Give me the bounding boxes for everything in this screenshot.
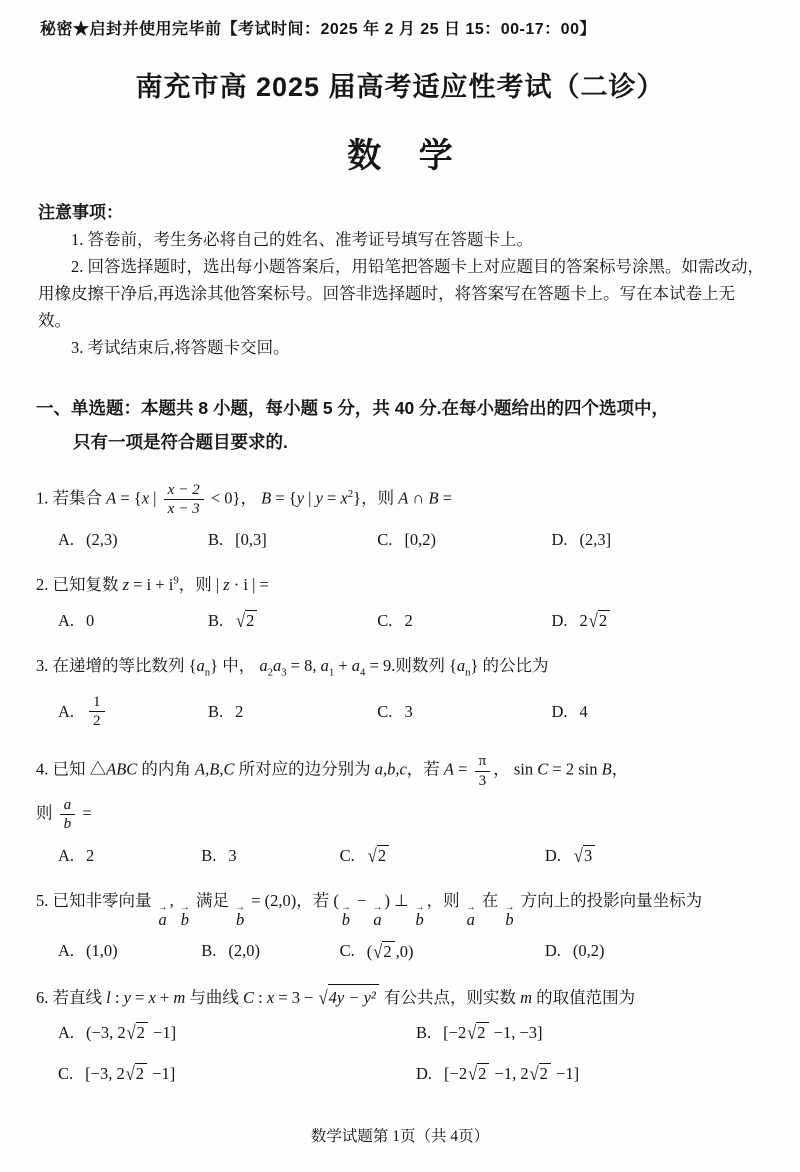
vector-symbol: → b [235,902,246,930]
question-2-option-c [377,610,551,631]
option-content: (2,3) [86,530,118,550]
vector-symbol: → a [465,902,476,930]
question-1-option-a [58,530,208,550]
fraction: $\frac{\pi}{3}$ [475,752,491,789]
question-6-option-c [58,1063,416,1084]
option-content: [−3, 2√2 −1] [85,1062,176,1085]
question-1-stem: 1. 若集合 A = {x | $\frac{x - 2}{x - 3}$ < 0}， B = {y | $y = x^2$}，则 A ∩ B = [36,481,452,518]
section-heading-line2: 只有一项是符合题目要求的. [73,432,288,452]
vector-symbol: → b [340,902,351,930]
radical: √2 [468,1063,489,1084]
option-content: 3 [404,701,413,721]
notice-section [38,199,764,361]
option-content [235,610,258,631]
option-label: D. [544,845,561,865]
radical: √3 [574,845,595,866]
question-2-options [36,610,774,631]
option-label: D. [544,941,561,961]
question-6-options [36,1022,774,1084]
option-content [86,693,108,730]
question-4-option-a [58,845,201,866]
option-label: C. [377,530,393,550]
question-2-option-d [551,610,774,631]
question-1-option-c [377,530,551,550]
question-6-stem: 6. 若直线 l : y = x + m 与曲线 C : x = 3 − √4y − y² 有公共点，则实数 m 的取值范围为 [36,984,774,1011]
question-2-option-b [208,610,377,631]
subject-title: 数 学 [347,137,467,175]
question-3-option-b [208,693,377,730]
option-label: B. [201,941,217,961]
security-header: 秘密★启封并使用完毕前【考试时间：2025 年 2 月 25 日 15：00-17：00】 [40,21,596,38]
option-content: (√2 ,0) [366,939,414,963]
option-label: D. [551,610,568,630]
notice-heading: 注意事项： [38,203,123,222]
question-4-stem: 4. 已知 △ABC 的内角 A,B,C 所对应的边分别为 a,b,c，若 A = $\frac{\pi}{3}$ ， sin C = 2 sin B， [36,752,629,789]
question-4-options [36,845,774,866]
option-label: B. [416,1022,432,1042]
option-label: B. [207,530,224,550]
question-3-option-a [58,693,208,730]
question-5-option-c [340,941,545,962]
option-label: B. [207,610,224,630]
fraction: $\frac{a}{b}$ [60,796,76,833]
option-label: A. [58,941,75,961]
option-content: 4 [579,701,588,721]
option-content: 0 [86,610,95,630]
question-3-option-d [551,693,774,730]
notice-item-2: 2. 回答选择题时，选出每小题答案后，用铅笔把答题卡上对应题目的答案标号涂黑。如需改动，用橡皮擦干净后,再选涂其他答案标号。回答非选择题时，将答案写在答题卡上。写在本试卷上无效。 [38,257,764,330]
question-3 [36,653,774,730]
question-2 [36,572,774,631]
notice-item-1: 1. 答卷前，考生务必将自己的姓名、准考证号填写在答题卡上。 [71,230,533,249]
section-one-heading [36,391,770,459]
vector-symbol: → a [157,902,168,930]
option-content: [−2√2 −1, 2√2 −1] [444,1062,580,1085]
option-label: A. [58,530,75,550]
option-content [573,845,596,866]
question-6-option-b [416,1022,774,1043]
question-4-option-d [545,845,774,866]
fraction: $\frac{1}{2}$ [89,693,105,730]
option-content: 2 [404,610,413,630]
option-content: 2 [86,845,95,865]
question-1-option-b [208,530,377,550]
question-5-option-b [201,941,339,962]
option-content: [−2√2 −1, −3] [443,1021,543,1044]
question-3-stem: 3. 在递增的等比数列 $\{a_n\}$ 中， $a_2a_3 = 8$, $a_1 + a_4 = 9$.则数列 $\{a_n\}$ 的公比为 [36,656,549,679]
question-6-option-a [58,1022,416,1043]
question-2-stem: 2. 已知复数 $z = i + i^9$，则 | z · i | = [36,574,269,595]
option-content: 2√2 [580,610,612,631]
option-content: 3 [228,845,237,865]
option-content: [0,2) [404,530,437,550]
option-label: C. [377,701,393,721]
option-label: B. [207,701,224,721]
option-content: (1,0) [86,941,118,961]
question-5-option-a [58,941,201,962]
radical: √2 [127,1022,148,1043]
option-label: C. [58,1063,74,1083]
radical: √2 [373,941,394,962]
radical: √2 [589,610,610,631]
question-5-option-d [545,941,774,962]
radical: √4y − y² [319,984,379,1011]
vector-symbol: → a [372,902,383,930]
option-content: 2 [235,701,244,721]
radical: √2 [126,1063,147,1084]
question-1-options [36,530,774,550]
radical: √2 [236,610,257,631]
option-label: D. [551,701,568,721]
question-3-options [36,693,774,730]
option-content: (−3, 2√2 −1] [86,1021,177,1044]
radical: √2 [530,1063,551,1084]
option-content: (0,2) [572,941,605,961]
question-5-stem: 5. 已知非零向量 → a , → b 满足 → b = (2,0)，若 ( → b − → a ) ⊥ → b ，则 → a 在 → b 方向上的投影向量坐标为 [36,891,703,930]
question-4-option-c [340,845,545,866]
notice-item-3: 3. 考试结束后,将答题卡交回。 [71,338,290,357]
option-label: A. [58,845,75,865]
option-label: C. [339,941,355,961]
vector-symbol: → b [414,902,425,930]
option-label: A. [58,701,75,721]
option-label: C. [377,610,393,630]
exam-title: 南充市高 2025 届高考适应性考试（二诊） [135,72,665,102]
question-3-option-c [377,693,551,730]
vector-symbol: → b [179,902,190,930]
radical: √2 [467,1022,488,1043]
option-label: A. [58,610,75,630]
vector-symbol: → b [504,902,515,930]
option-label: C. [339,845,355,865]
option-content: (2,3] [579,530,612,550]
question-5-options [36,941,774,962]
option-content: (2,0) [228,941,260,961]
fraction: $\frac{x - 2}{x - 3}$ [164,481,204,518]
option-label: D. [551,530,568,550]
option-label: D. [416,1063,433,1083]
question-1-option-d [551,530,774,550]
question-1 [36,481,774,550]
question-2-option-a [58,610,208,631]
section-heading-line1: 一、单选题：本题共 8 小题，每小题 5 分，共 40 分.在每小题给出的四个选项中， [36,398,669,418]
question-4-stem-line2: 则 $\frac{a}{b}$ = [36,795,92,832]
question-6 [36,984,774,1085]
option-label: A. [58,1022,75,1042]
option-content [367,845,390,866]
question-4 [36,752,774,866]
question-5 [36,888,774,961]
questions-list [36,481,774,1084]
question-6-option-d [416,1063,774,1084]
question-4-option-b [201,845,339,866]
radical: √2 [368,845,389,866]
page-footer: 数学试题第 1页（共 4页） [310,1128,490,1145]
option-content: [0,3] [235,530,267,550]
option-label: B. [201,845,217,865]
